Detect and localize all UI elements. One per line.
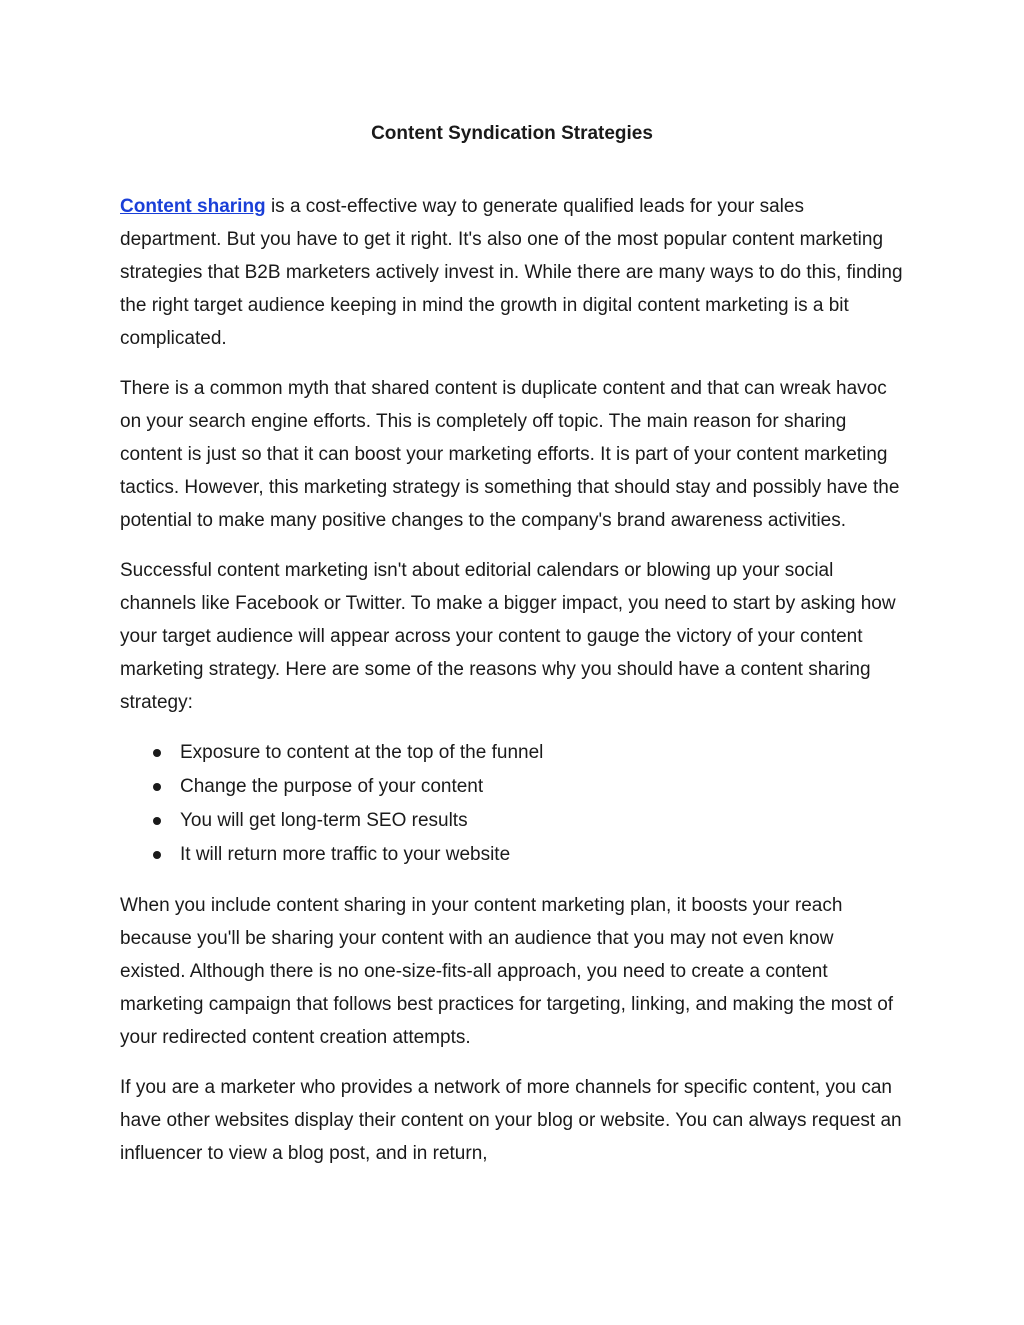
list-item-text: It will return more traffic to your website [180,844,511,865]
paragraph-marketer: If you are a marketer who provides a network of more channels for specific content, you can have other websites display their content on your blog or website. You can always request an influencer to view a blog post, and in return, [120,1077,902,1164]
document-title: Content Syndication Strategies [371,123,653,144]
list-item [120,804,904,838]
list-item [120,838,904,872]
bullet-icon [153,749,161,757]
bullet-icon [153,851,161,859]
bullet-icon [153,783,161,791]
paragraph-reach: When you include content sharing in your content marketing plan, it boosts your reach because you'll be sharing your content with an audience that you may not even know existed. Although there is no one-size-fits-all approach, you need to create a content marketing campaign that follows best practices for targeting, linking, and making the most of your redirected content creation attempts. [120,895,894,1048]
list-item [120,736,904,770]
paragraph-intro-text: is a cost-effective way to generate qualified leads for your sales department. But you have to get it right. It's also one of the most popular content marketing strategies that B2B marketers actively invest in. While there are many ways to do this, finding the right target audience keeping in mind the growth in digital content marketing is a bit complicated. [120,196,903,349]
list-item [120,770,904,804]
reasons-list [120,736,904,872]
bullet-icon [153,817,161,825]
list-item-text: Exposure to content at the top of the funnel [180,742,544,763]
list-item-text: Change the purpose of your content [180,776,484,797]
content-sharing-link[interactable]: Content sharing [120,196,266,217]
list-item-text: You will get long-term SEO results [180,810,468,831]
paragraph-myth: There is a common myth that shared content is duplicate content and that can wreak havoc on your search engine efforts. This is completely off topic. The main reason for sharing content is just so that it can boost your marketing efforts. It is part of your content marketing tactics. However, this marketing strategy is something that should stay and possibly have the potential to make many positive changes to the company's brand awareness activities. [120,378,900,531]
paragraph-intro [120,190,904,355]
paragraph-successful: Successful content marketing isn't about editorial calendars or blowing up your social channels like Facebook or Twitter. To make a bigger impact, you need to start by asking how your target audience will appear across your content to gauge the victory of your content marketing strategy. Here are some of the reasons why you should have a content sharing strategy: [120,560,896,713]
